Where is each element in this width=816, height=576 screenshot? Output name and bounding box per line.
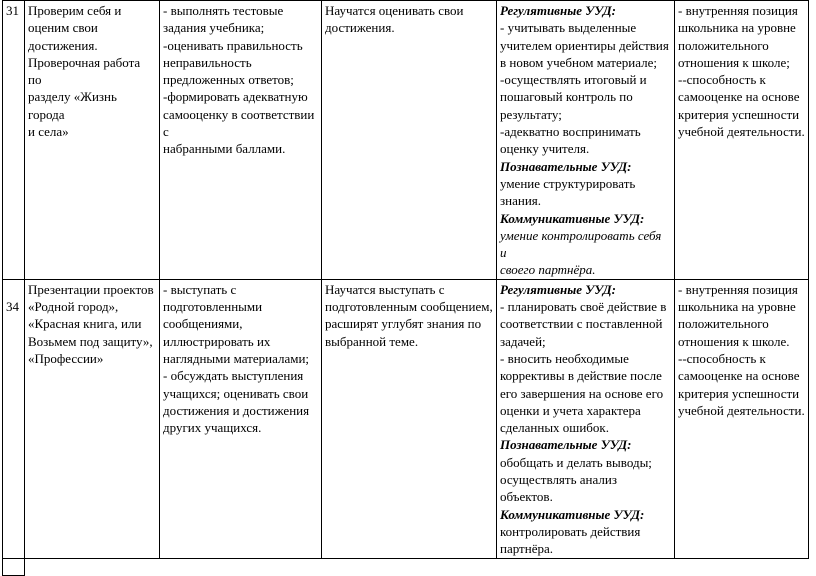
text-line: - вносить необходимые <box>500 350 629 366</box>
text-line: иллюстрировать их <box>163 333 271 349</box>
text-line: выбранной теме. <box>325 333 419 349</box>
text-line: пошаговый контроль по <box>500 89 633 105</box>
text-line: других учащихся. <box>163 420 262 436</box>
text-line: - выполнять тестовые <box>163 3 284 18</box>
cognitive-uud-title: Познавательные УУД: <box>500 158 632 174</box>
table-body <box>3 1 809 576</box>
text-line: обобщать и делать выводы; <box>500 454 652 470</box>
text-line: отношения к школе. <box>678 333 790 349</box>
text-line: сообщениями, <box>163 316 243 332</box>
text-line: результату; <box>500 106 562 122</box>
text-line: Научатся оценивать свои <box>325 3 464 18</box>
lesson-activities <box>160 1 322 280</box>
communicative-uud-title: Коммуникативные УУД: <box>500 506 645 522</box>
text-line: - выступать с <box>163 281 237 297</box>
text-line: - планировать своё действие в <box>500 299 667 315</box>
empty-cell <box>3 558 25 575</box>
text-line: -адекватно воспринимать <box>500 124 641 140</box>
text-line: Научатся выступать с <box>325 281 445 297</box>
lesson-number: 31 <box>3 1 25 280</box>
text-line: достижения. <box>325 20 395 36</box>
text-line: сделанных ошибок. <box>500 420 609 436</box>
lesson-uud <box>497 279 675 558</box>
text-line: «Красная книга, или <box>28 316 142 332</box>
text-line: умение структурировать <box>500 175 636 191</box>
text-line: и села» <box>28 124 69 140</box>
text-line: Возьмем под защиту», <box>28 333 153 349</box>
text-line: подготовленным сообщением, <box>325 299 493 315</box>
text-line: учащихся; оценивать свои <box>163 385 309 401</box>
text-line: контролировать действия <box>500 523 641 539</box>
text-line: оценки и учета характера <box>500 402 641 418</box>
text-line: разделу «Жизнь города <box>28 89 117 122</box>
text-line: предложенных ответов; <box>163 72 294 88</box>
text-line: подготовленными <box>163 299 263 315</box>
text-line: партнёра. <box>500 541 553 557</box>
lesson-topic <box>25 279 160 558</box>
lesson-subject-results <box>322 279 497 558</box>
text-line: школьника на уровне <box>678 299 796 315</box>
lesson-subject-results <box>322 1 497 280</box>
text-line: --способность к <box>678 72 766 88</box>
text-line: достижения и достижения <box>163 402 310 418</box>
text-line: школьника на уровне <box>678 20 796 36</box>
text-line: Проверочная работа по <box>28 54 141 88</box>
text-line: --способность к <box>678 350 766 366</box>
text-line: задания учебника; <box>163 20 265 36</box>
text-line: его завершения на основе его <box>500 385 664 401</box>
table-row <box>3 279 809 558</box>
text-line: осуществлять анализ объектов. <box>500 472 617 505</box>
lesson-topic <box>25 1 160 280</box>
text-line: - внутренняя позиция <box>678 281 798 297</box>
text-line: в новом учебном материале; <box>500 54 657 70</box>
text-line: - учитывать выделенные <box>500 20 637 36</box>
text-line: набранными баллами. <box>163 141 286 157</box>
lesson-activities <box>160 279 322 558</box>
text-line: задачей; <box>500 333 546 349</box>
text-line: критерия успешности <box>678 385 800 401</box>
empty-cell <box>25 558 809 575</box>
cognitive-uud-list <box>500 175 671 210</box>
text-line: положительного <box>678 37 769 53</box>
text-line: неправильность <box>163 54 252 70</box>
regulative-uud-title: Регулятивные УУД: <box>500 281 617 297</box>
text-line: учителем ориентиры действия <box>500 37 669 53</box>
communicative-uud-list <box>500 227 671 279</box>
lesson-personal-results <box>675 279 809 558</box>
text-line: Проверим себя и <box>28 3 122 18</box>
text-line: знания. <box>500 193 542 209</box>
text-line: отношения к школе; <box>678 54 790 70</box>
cognitive-uud-title: Познавательные УУД: <box>500 437 632 453</box>
cognitive-uud-list <box>500 454 671 506</box>
text-line: оценку учителя. <box>500 141 590 157</box>
lesson-uud <box>497 1 675 280</box>
table-row-empty <box>3 558 809 575</box>
text-line: самооценку в соответствии с <box>163 106 315 140</box>
text-line: критерия успешности <box>678 106 800 122</box>
text-line: своего партнёра. <box>500 262 596 278</box>
text-line: наглядными материалами; <box>163 350 310 366</box>
regulative-uud-list <box>500 298 671 436</box>
text-line: коррективы в действие после <box>500 368 662 384</box>
text-line: самооценке на основе <box>678 368 800 384</box>
text-line: Презентации проектов <box>28 281 154 297</box>
text-line: -оценивать правильность <box>163 37 303 53</box>
regulative-uud-list <box>500 19 671 157</box>
text-line: достижения. <box>28 37 98 53</box>
lesson-personal-results <box>675 1 809 280</box>
text-line: -формировать адекватную <box>163 89 308 105</box>
regulative-uud-title: Регулятивные УУД: <box>500 3 617 18</box>
text-line: самооценке на основе <box>678 89 800 105</box>
text-line: расширят углубят знания по <box>325 316 482 332</box>
text-line: соответствии с поставленной <box>500 316 663 332</box>
text-line: «Профессии» <box>28 350 104 366</box>
text-line: умение контролировать себя и <box>500 227 662 261</box>
lesson-number: 34 <box>3 279 25 558</box>
communicative-uud-title: Коммуникативные УУД: <box>500 210 645 226</box>
communicative-uud-list <box>500 523 671 558</box>
text-line: «Родной город», <box>28 299 119 315</box>
text-line: оценим свои <box>28 20 98 36</box>
text-line: учебной деятельности. <box>678 124 805 140</box>
text-line: учебной деятельности. <box>678 402 805 418</box>
lesson-plan-table <box>2 0 809 576</box>
table-row <box>3 1 809 280</box>
text-line: - обсуждать выступления <box>163 368 304 384</box>
text-line: - внутренняя позиция <box>678 3 798 18</box>
text-line: положительного <box>678 316 769 332</box>
text-line: -осуществлять итоговый и <box>500 72 647 88</box>
